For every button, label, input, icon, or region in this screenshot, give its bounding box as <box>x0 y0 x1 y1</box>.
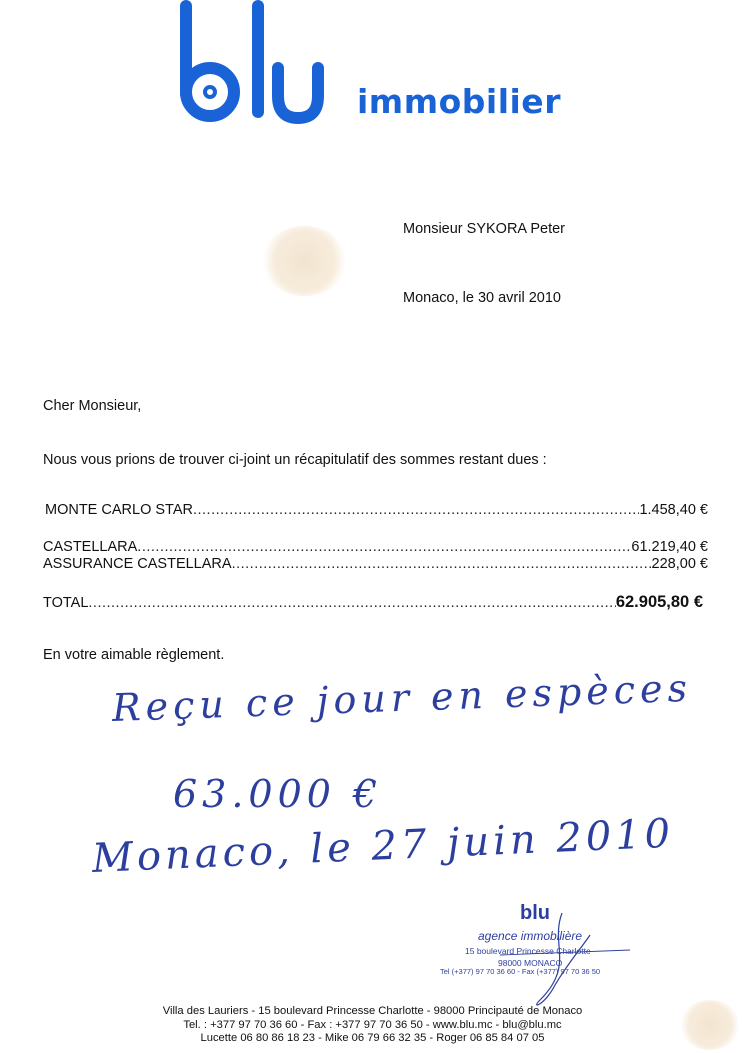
line-item <box>43 539 708 555</box>
blu-logo <box>176 0 326 125</box>
logo-subtitle: immobilier <box>357 82 561 121</box>
leader-dots <box>88 595 615 611</box>
total-label: TOTAL <box>43 595 89 611</box>
leader-dots <box>137 539 631 555</box>
line-item <box>45 502 708 518</box>
coffee-stain <box>262 226 347 296</box>
line-item-amount: 1.458,40 € <box>639 502 708 518</box>
total-row <box>43 593 703 612</box>
handwritten-line-2: 63.000 € <box>173 772 383 816</box>
stamp-line-2: 15 boulevard Princesse Charlotte <box>465 946 591 956</box>
line-item-amount: 61.219,40 € <box>631 539 708 555</box>
handwritten-line-3: Monaco, le 27 juin 2010 <box>90 810 676 882</box>
footer-address: Villa des Lauriers - 15 boulevard Princesse Charlotte - 98000 Principauté de Monaco <box>162 1005 583 1017</box>
stamp-line-4: Tel (+377) 97 70 36 60 - Fax (+377) 97 70 36 50 <box>440 967 601 976</box>
intro-text: Nous vous prions de trouver ci-joint un récapitulatif des sommes restant dues : <box>43 452 547 468</box>
line-item-amount: 228,00 € <box>651 556 708 572</box>
stamp-line-3: 98000 MONACO <box>498 958 563 968</box>
stamp-logo: blu <box>520 902 550 924</box>
footer-contact: Tel. : +377 97 70 36 60 - Fax : +377 97 70 36 50 - www.blu.mc - blu@blu.mc <box>183 1018 562 1031</box>
line-item-label: ASSURANCE CASTELLARA <box>43 556 232 572</box>
closing-text: En votre aimable règlement. <box>43 647 225 663</box>
line-item-label: MONTE CARLO STAR <box>45 502 193 518</box>
company-stamp <box>440 900 640 1010</box>
handwritten-line-1: Reçu ce jour en espèces <box>111 665 693 730</box>
leader-dots <box>232 556 652 572</box>
total-amount: 62.905,80 € <box>615 593 703 611</box>
place-date: Monaco, le 30 avril 2010 <box>403 290 561 306</box>
leader-dots <box>193 502 639 518</box>
salutation: Cher Monsieur, <box>43 398 142 414</box>
line-item <box>43 556 708 572</box>
footer-phones: Lucette 06 80 86 18 23 - Mike 06 79 66 32 35 - Roger 06 85 84 07 05 <box>200 1032 545 1044</box>
recipient-name: Monsieur SYKORA Peter <box>403 221 565 237</box>
stamp-line-1: agence immobilière <box>478 929 583 943</box>
line-item-label: CASTELLARA <box>43 539 138 555</box>
footer <box>0 1005 745 1046</box>
signature-scribble <box>480 905 630 1015</box>
